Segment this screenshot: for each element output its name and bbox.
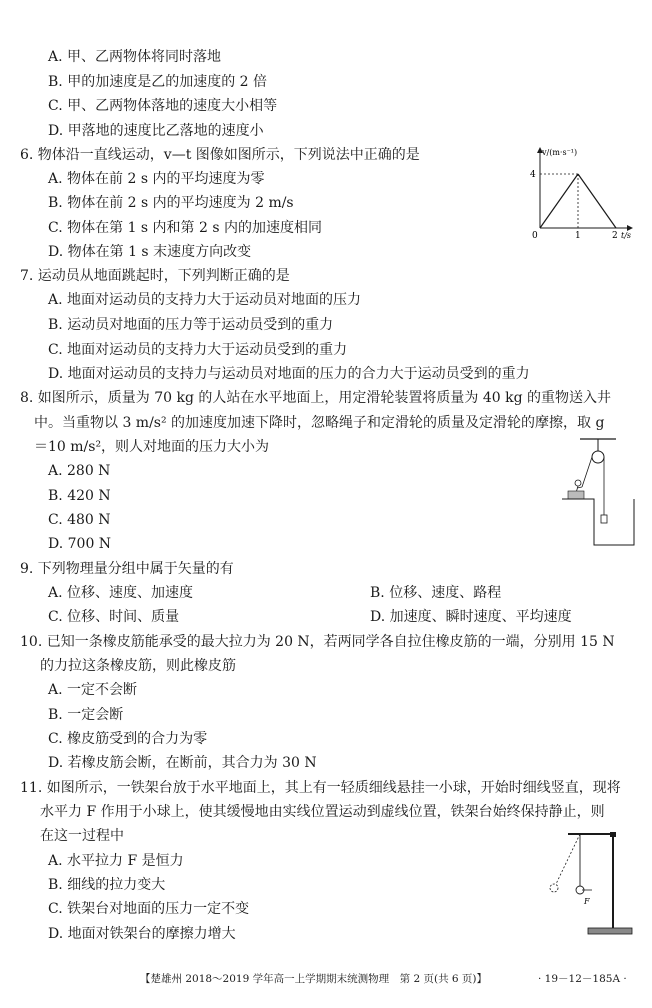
stand-base (588, 928, 632, 934)
person-platform (568, 491, 584, 499)
q6-option-d: D. 物体在第 1 s 末速度方向改变 (48, 244, 252, 260)
q8-option-d: D. 700 N (48, 536, 112, 552)
q6-option-c: C. 物体在第 1 s 内和第 2 s 内的加速度相同 (48, 220, 322, 236)
q7-stem: 7. 运动员从地面跳起时，下列判断正确的是 (20, 268, 290, 284)
graph-xtick-2: 2 (612, 231, 618, 240)
thread-dashed (556, 834, 580, 884)
q8-option-c: C. 480 N (48, 512, 111, 528)
graph-xtick-1: 1 (575, 231, 581, 240)
q10-stem-line1: 10. 已知一条橡皮筋能承受的最大拉力为 20 N，若两同学各自拉住橡皮筋的一端，分别用 15 N (20, 634, 615, 650)
vt-graph (520, 140, 640, 240)
q9-option-d: D. 加速度、瞬时速度、平均速度 (370, 609, 572, 625)
iron-stand-figure (520, 822, 644, 942)
q7-option-b: B. 运动员对地面的压力等于运动员受到的重力 (48, 317, 334, 333)
force-label: F (584, 897, 590, 906)
q5-option-b: B. 甲的加速度是乙的加速度的 2 倍 (48, 74, 267, 90)
q6-option-b: B. 物体在前 2 s 内的平均速度为 2 m/s (48, 195, 294, 211)
ball-dashed-icon (550, 884, 558, 892)
q8-stem-line2: 中。当重物以 3 m/s² 的加速度加速下降时，忽略绳子和定滑轮的质量及定滑轮的摩擦，取 g (34, 415, 605, 431)
q10-option-d: D. 若橡皮筋会断，在断前，其合力为 30 N (48, 755, 317, 771)
q5-option-a: A. 甲、乙两物体将同时落地 (48, 49, 222, 65)
q10-option-c: C. 橡皮筋受到的合力为零 (48, 731, 208, 747)
graph-ylabel: v/(m·s⁻¹) (542, 148, 578, 157)
q5-option-d: D. 甲落地的速度比乙落地的速度小 (48, 123, 264, 139)
weight-block (601, 515, 607, 523)
rope-to-person (582, 457, 592, 487)
q9-option-c: C. 位移、时间、质量 (48, 609, 180, 625)
pulley-icon (592, 451, 604, 463)
q11-stem-line3: 在这一过程中 (40, 828, 124, 844)
well-outline (562, 499, 634, 545)
pulley-well-figure (560, 437, 640, 549)
q9-stem: 9. 下列物理量分组中属于矢量的有 (20, 561, 234, 577)
fall-segment (578, 174, 616, 228)
q8-option-b: B. 420 N (48, 488, 111, 504)
q11-option-a: A. 水平拉力 F 是恒力 (48, 853, 184, 869)
q7-option-d: D. 地面对运动员的支持力与运动员对地面的压力的合力大于运动员受到的重力 (48, 366, 530, 382)
q11-option-d: D. 地面对铁架台的摩擦力增大 (48, 926, 236, 942)
graph-xlabel: t/s (621, 231, 632, 240)
q8-stem-line3: ＝10 m/s²，则人对地面的压力大小为 (34, 439, 270, 455)
q11-option-b: B. 细线的拉力变大 (48, 877, 166, 893)
q9-option-a: A. 位移、速度、加速度 (48, 585, 194, 601)
footer-exam-info: 【楚雄州 2018～2019 学年高一上学期期末统测物理 第 2 页(共 6 页)】 (140, 973, 488, 985)
q6-stem: 6. 物体沿一直线运动，v—t 图像如图所示，下列说法中正确的是 (20, 147, 420, 163)
q8-option-a: A. 280 N (48, 463, 111, 479)
footer-code: · 19－12－185A · (538, 973, 627, 985)
q10-option-b: B. 一定会断 (48, 707, 124, 723)
q5-option-c: C. 甲、乙两物体落地的速度大小相等 (48, 98, 278, 114)
q7-option-a: A. 地面对运动员的支持力大于运动员对地面的压力 (48, 292, 362, 308)
q10-option-a: A. 一定不会断 (48, 682, 138, 698)
q11-stem-line1: 11. 如图所示，一铁架台放于水平地面上，其上有一轻质细线悬挂一小球，开始时细线竖直，现将 (20, 780, 621, 796)
rise-segment (540, 174, 578, 228)
q9-option-b: B. 位移、速度、路程 (370, 585, 502, 601)
q11-option-c: C. 铁架台对地面的压力一定不变 (48, 901, 250, 917)
person-head-icon (575, 480, 581, 486)
q8-stem-line1: 8. 如图所示，质量为 70 kg 的人站在水平地面上，用定滑轮装置将质量为 40 kg 的重物送入井 (20, 390, 612, 406)
graph-origin: 0 (532, 231, 538, 240)
q10-stem-line2: 的力拉这条橡皮筋，则此橡皮筋 (40, 658, 236, 674)
q6-option-a: A. 物体在前 2 s 内的平均速度为零 (48, 171, 265, 187)
graph-ytick-4: 4 (530, 170, 536, 180)
q11-stem-line2: 水平力 F 作用于小球上，使其缓慢地由实线位置运动到虚线位置，铁架台始终保持静止，则 (40, 804, 605, 820)
q7-option-c: C. 地面对运动员的支持力大于运动员受到的重力 (48, 342, 348, 358)
